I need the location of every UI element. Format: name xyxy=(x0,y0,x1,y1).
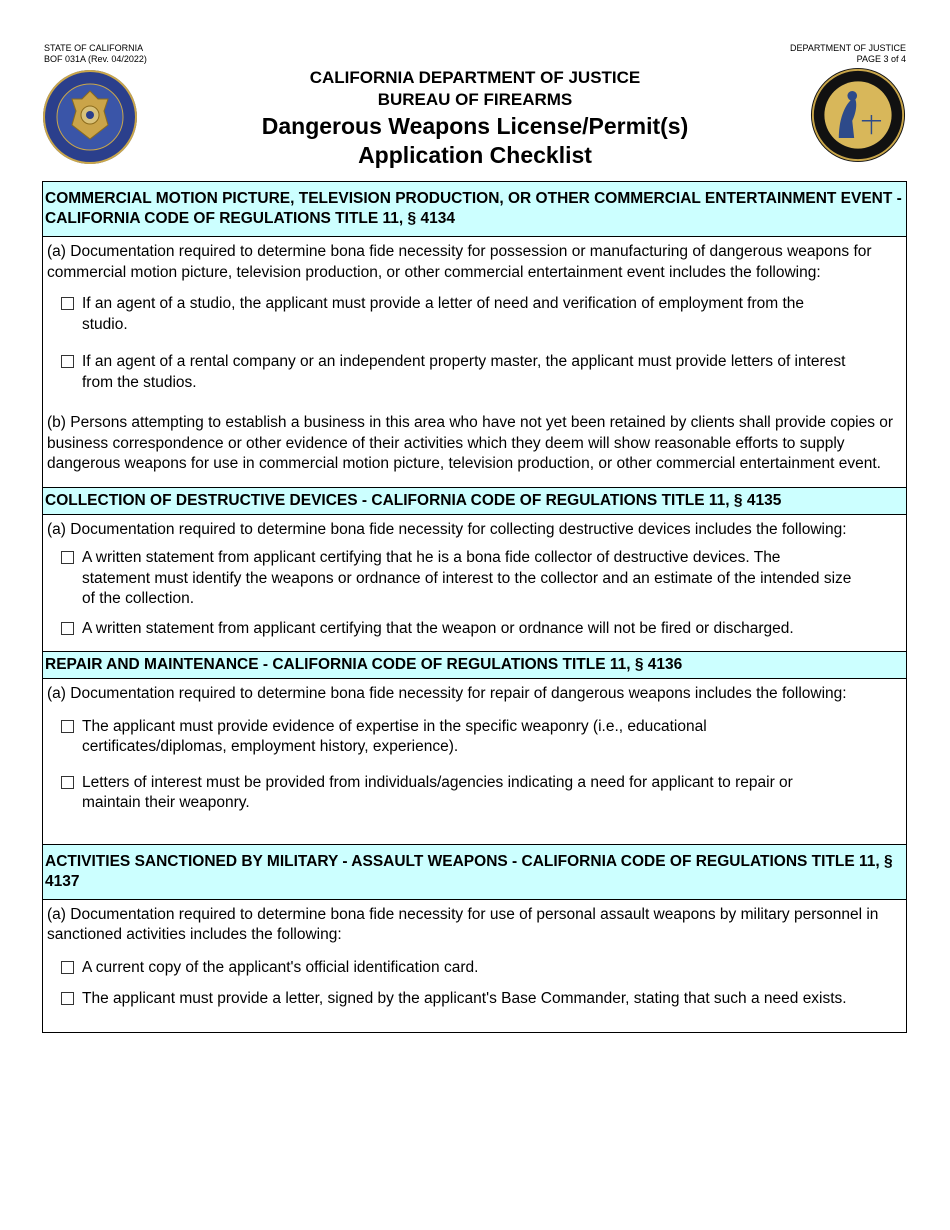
section-header-4137: ACTIVITIES SANCTIONED BY MILITARY - ASSAULT WEAPONS - CALIFORNIA CODE OF REGULATIONS TITLE 11, § 4137 xyxy=(43,845,906,900)
form-id: BOF 031A (Rev. 04/2022) xyxy=(44,54,147,64)
checklist-item-text: If an agent of a rental company or an independent property master, the applicant must provide letters of interest from the studios. xyxy=(82,353,846,391)
checklist-form xyxy=(42,181,907,1033)
checklist-item xyxy=(61,619,902,640)
checkbox[interactable] xyxy=(61,992,74,1005)
checkbox[interactable] xyxy=(61,776,74,789)
checklist-item xyxy=(61,717,902,758)
checklist-item-text: The applicant must provide a letter, signed by the applicant's Base Commander, stating that such a need exists. xyxy=(82,990,847,1007)
section-note: (b) Persons attempting to establish a business in this area who have not yet been retained by clients shall provide copies or business correspondence or other evidence of their activities which they deem will show reasonable efforts to supply dangerous weapons for use in commercial motion picture, television production, or other commercial entertainment event. xyxy=(47,414,894,472)
checklist-item-text: A written statement from applicant certifying that he is a bona fide collector of destructive devices. The statement must identify the weapons or ordnance of interest to the collector and an estimate of the intended size of the collection. xyxy=(82,549,852,607)
checklist-item xyxy=(61,773,902,814)
section-intro: (a) Documentation required to determine bona fide necessity for collecting destructive devices includes the following: xyxy=(47,520,847,538)
checklist-item-text: Letters of interest must be provided from individuals/agencies indicating a need for applicant to repair or maintain their weaponry. xyxy=(82,773,793,811)
checklist-item-text: A current copy of the applicant's official identification card. xyxy=(82,958,479,976)
form-subtitle: Application Checklist xyxy=(358,142,592,168)
section-body-4136 xyxy=(43,679,906,845)
form-corner-right xyxy=(790,43,906,65)
page-number: PAGE 3 of 4 xyxy=(856,54,906,64)
form-title: Dangerous Weapons License/Permit(s) xyxy=(261,113,689,139)
checklist-item xyxy=(61,958,902,979)
section-header-4136: REPAIR AND MAINTENANCE - CALIFORNIA CODE OF REGULATIONS TITLE 11, § 4136 xyxy=(43,652,906,679)
section-header-4134: COMMERCIAL MOTION PICTURE, TELEVISION PRODUCTION, OR OTHER COMMERCIAL ENTERTAINMENT EVENT - CALIFORNIA CODE OF REGULATIONS TITLE 11, § 4134 xyxy=(43,182,906,237)
checklist-item xyxy=(61,352,902,393)
section-body-4134 xyxy=(43,237,906,488)
checklist-item xyxy=(61,989,902,1010)
checklist-item-text: If an agent of a studio, the applicant must provide a letter of need and verification of employment from the studio. xyxy=(82,295,805,333)
checkbox[interactable] xyxy=(61,355,74,368)
checkbox[interactable] xyxy=(61,961,74,974)
section-body-4137 xyxy=(43,900,906,1032)
bureau-title: BUREAU OF FIREARMS xyxy=(377,90,573,109)
dept-label: DEPARTMENT OF JUSTICE xyxy=(789,43,906,53)
checklist-item-text: A written statement from applicant certifying that the weapon or ordnance will not be fired or discharged. xyxy=(82,619,794,637)
checkbox[interactable] xyxy=(61,720,74,733)
checkbox[interactable] xyxy=(61,551,74,564)
section-intro: (a) Documentation required to determine bona fide necessity for possession or manufacturing of dangerous weapons for commercial motion picture, television production, or other commercial entertainment event includes the following: xyxy=(47,243,872,281)
checklist-item xyxy=(61,294,902,335)
section-body-4135 xyxy=(43,515,906,653)
form-corner-left xyxy=(44,43,147,65)
checkbox[interactable] xyxy=(61,622,74,635)
state-label: STATE OF CALIFORNIA xyxy=(44,43,144,53)
section-intro: (a) Documentation required to determine bona fide necessity for repair of dangerous weapons includes the following: xyxy=(47,685,847,702)
checklist-item-text: The applicant must provide evidence of expertise in the specific weaponry (i.e., educational certificates/diplomas, employment history, experience). xyxy=(82,717,707,755)
checklist-item xyxy=(61,548,902,610)
department-title: CALIFORNIA DEPARTMENT OF JUSTICE xyxy=(309,68,641,87)
section-intro: (a) Documentation required to determine bona fide necessity for use of personal assault weapons by military personnel in sanctioned activities includes the following: xyxy=(47,905,879,943)
checkbox[interactable] xyxy=(61,297,74,310)
section-header-4135: COLLECTION OF DESTRUCTIVE DEVICES - CALIFORNIA CODE OF REGULATIONS TITLE 11, § 4135 xyxy=(43,488,906,515)
